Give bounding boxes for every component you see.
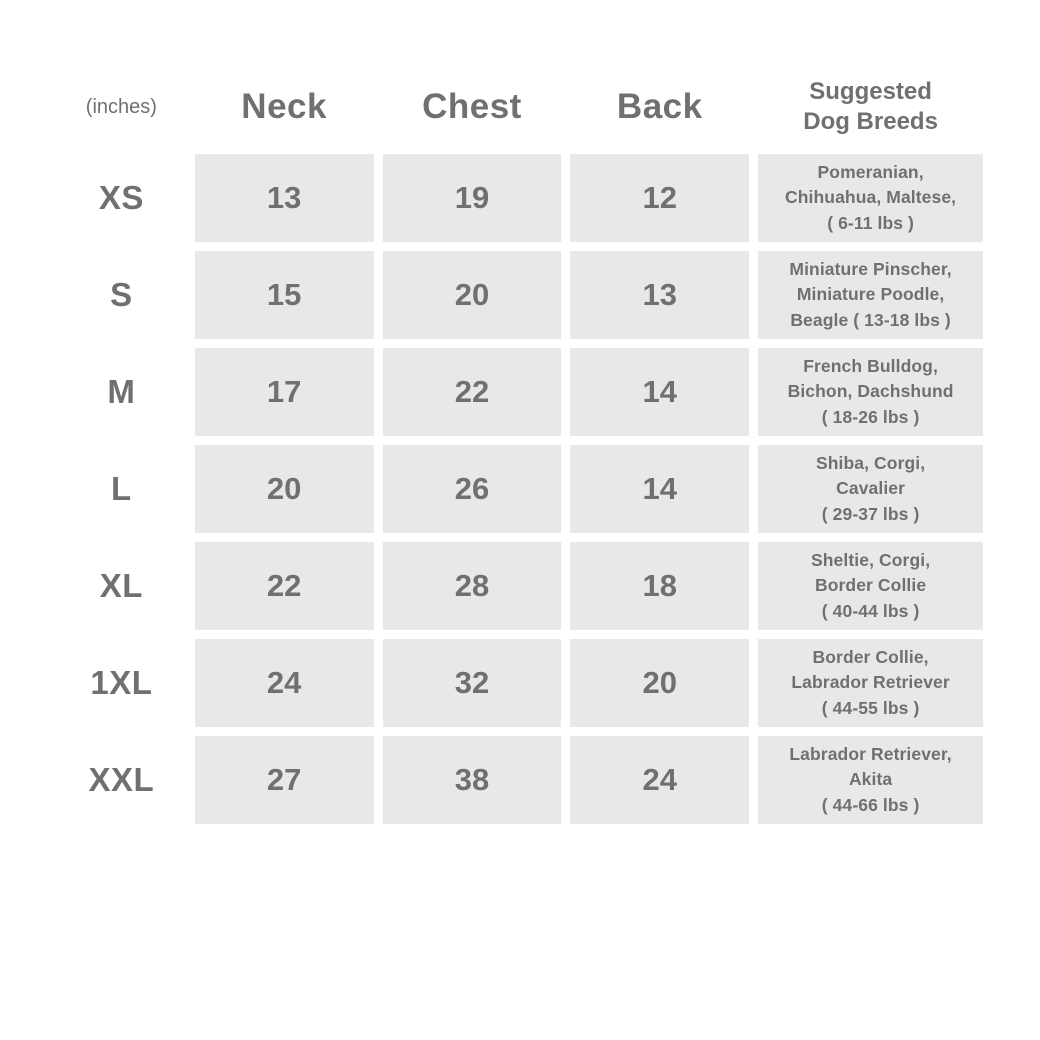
- breeds-line: Akita: [848, 769, 893, 790]
- breeds-line: Bichon, Dachshund: [787, 381, 954, 402]
- breeds-line: Miniature Pinscher,: [789, 258, 952, 279]
- table-row: [57, 542, 983, 630]
- size-label: 1XL: [90, 664, 153, 701]
- cell-back: 14: [570, 445, 749, 533]
- cell-chest: 22: [383, 348, 562, 436]
- cell-neck: 13: [195, 154, 374, 242]
- breeds-line: ( 18-26 lbs ): [821, 406, 920, 427]
- breeds-line: Border Collie: [814, 575, 927, 596]
- table-row: [57, 445, 983, 533]
- cell-breeds: [758, 542, 983, 630]
- cell-back: 13: [570, 251, 749, 339]
- cell-back: 20: [570, 639, 749, 727]
- table-row: [57, 251, 983, 339]
- breeds-line: French Bulldog,: [803, 355, 938, 376]
- size-label: XXL: [88, 761, 155, 798]
- breeds-line: Beagle ( 13-18 lbs ): [790, 309, 951, 330]
- table-body: [57, 154, 983, 824]
- breeds-line: Shiba, Corgi,: [815, 452, 926, 473]
- breeds-header-line1: Suggested: [809, 78, 932, 105]
- column-header-neck: Neck: [241, 86, 327, 126]
- unit-label: (inches): [85, 95, 157, 118]
- cell-neck: 27: [195, 736, 374, 824]
- breeds-line: Miniature Poodle,: [796, 284, 945, 305]
- cell-chest: 38: [383, 736, 562, 824]
- cell-neck: 20: [195, 445, 374, 533]
- cell-chest: 26: [383, 445, 562, 533]
- cell-neck: 15: [195, 251, 374, 339]
- cell-chest: 28: [383, 542, 562, 630]
- breeds-line: Labrador Retriever,: [789, 743, 952, 764]
- cell-back: 24: [570, 736, 749, 824]
- cell-neck: 22: [195, 542, 374, 630]
- cell-back: 14: [570, 348, 749, 436]
- size-label: S: [110, 276, 133, 313]
- size-label: M: [107, 373, 136, 410]
- cell-chest: 20: [383, 251, 562, 339]
- cell-chest: 32: [383, 639, 562, 727]
- table-row: [57, 348, 983, 436]
- header-row: [57, 69, 983, 145]
- breeds-line: Chihuahua, Maltese,: [785, 187, 957, 208]
- column-header-back: Back: [616, 86, 703, 126]
- cell-breeds: [758, 251, 983, 339]
- cell-breeds: [758, 348, 983, 436]
- table-header: [57, 69, 983, 145]
- cell-neck: 24: [195, 639, 374, 727]
- cell-back: 18: [570, 542, 749, 630]
- size-label: XL: [99, 567, 143, 604]
- breeds-line: ( 40-44 lbs ): [821, 600, 920, 621]
- cell-back: 12: [570, 154, 749, 242]
- cell-breeds: [758, 736, 983, 824]
- breeds-line: ( 44-66 lbs ): [821, 794, 920, 815]
- size-label: XS: [98, 179, 144, 216]
- column-header-chest: Chest: [422, 86, 522, 126]
- cell-breeds: [758, 154, 983, 242]
- cell-breeds: [758, 639, 983, 727]
- table-row: [57, 639, 983, 727]
- cell-neck: 17: [195, 348, 374, 436]
- breeds-line: Sheltie, Corgi,: [811, 549, 931, 570]
- breeds-line: Labrador Retriever: [791, 672, 950, 693]
- breeds-line: Border Collie,: [812, 646, 929, 667]
- breeds-line: Pomeranian,: [817, 161, 924, 182]
- breeds-line: ( 29-37 lbs ): [821, 503, 920, 524]
- breeds-header-line2: Dog Breeds: [803, 108, 938, 135]
- breeds-line: ( 44-55 lbs ): [821, 697, 920, 718]
- table-row: [57, 736, 983, 824]
- column-header-breeds: [758, 69, 983, 145]
- table-row: [57, 154, 983, 242]
- cell-breeds: [758, 445, 983, 533]
- breeds-line: ( 6-11 lbs ): [827, 212, 914, 233]
- breeds-line: Cavalier: [836, 478, 906, 499]
- size-chart-table: [48, 60, 992, 833]
- size-label: L: [111, 470, 132, 507]
- cell-chest: 19: [383, 154, 562, 242]
